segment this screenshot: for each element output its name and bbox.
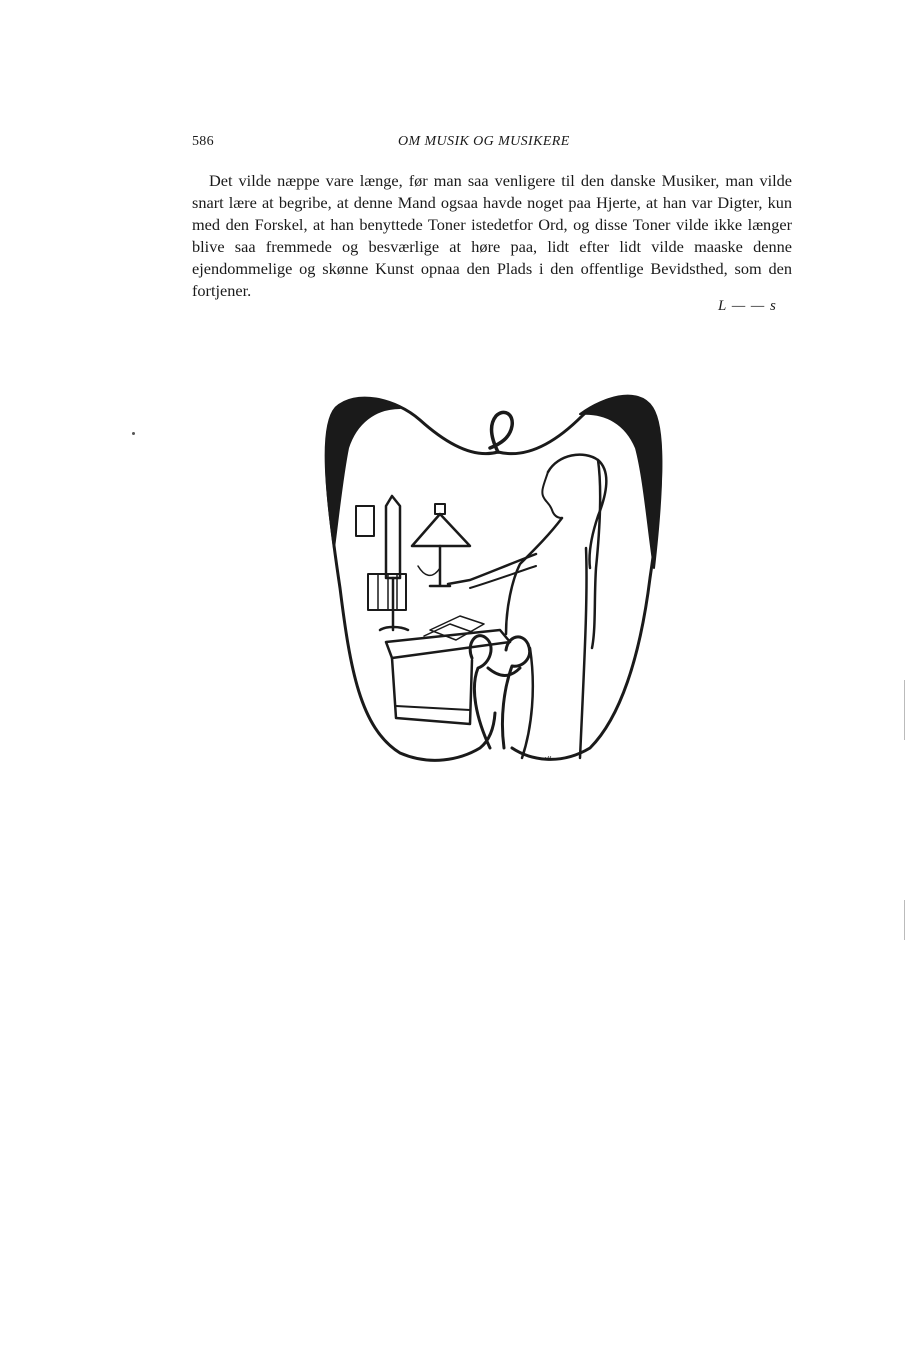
artist-monogram: ᵛᴴ [545, 754, 552, 764]
art-nouveau-vignette [300, 368, 680, 768]
lamp-shade [412, 514, 470, 546]
running-title: OM MUSIK OG MUSIKERE [398, 134, 570, 149]
frame-outer [326, 396, 661, 760]
woman-face [542, 472, 562, 518]
author-signature: L — — s [718, 298, 777, 314]
page-speck [132, 432, 135, 435]
page-number: 586 [192, 134, 214, 149]
lamp-top [435, 504, 445, 514]
candle [386, 496, 400, 578]
edge-mark [904, 900, 905, 940]
frame-left-thick [326, 400, 400, 548]
frame-top-loop [490, 412, 512, 452]
desk-body [392, 658, 472, 724]
woman-arm [448, 554, 536, 584]
ornament-tulips [470, 636, 529, 748]
body-paragraph: Det vilde næppe vare længe, før man saa venligere til den danske Musiker, man vilde snart lære at begribe, at denne Mand ogsaa havde noget paa Hjerte, at han var Digter, kun med den Forskel, at han benyttede Toner istedetfor Ord, og disse Toner vilde ikke længer blive saa fremmede og besværlige at høre paa, lidt efter lidt vilde maaske denne ejendommelige og skønne Kunst opnaa den Plads i den offentlige Bevidsthed, som den fortjener. [192, 171, 792, 300]
books [368, 574, 406, 610]
wall-picture [356, 506, 374, 536]
woman-headcloth [592, 460, 600, 648]
edge-mark [904, 680, 905, 740]
lamp-cord [418, 566, 440, 575]
lamp-stem [430, 546, 450, 586]
